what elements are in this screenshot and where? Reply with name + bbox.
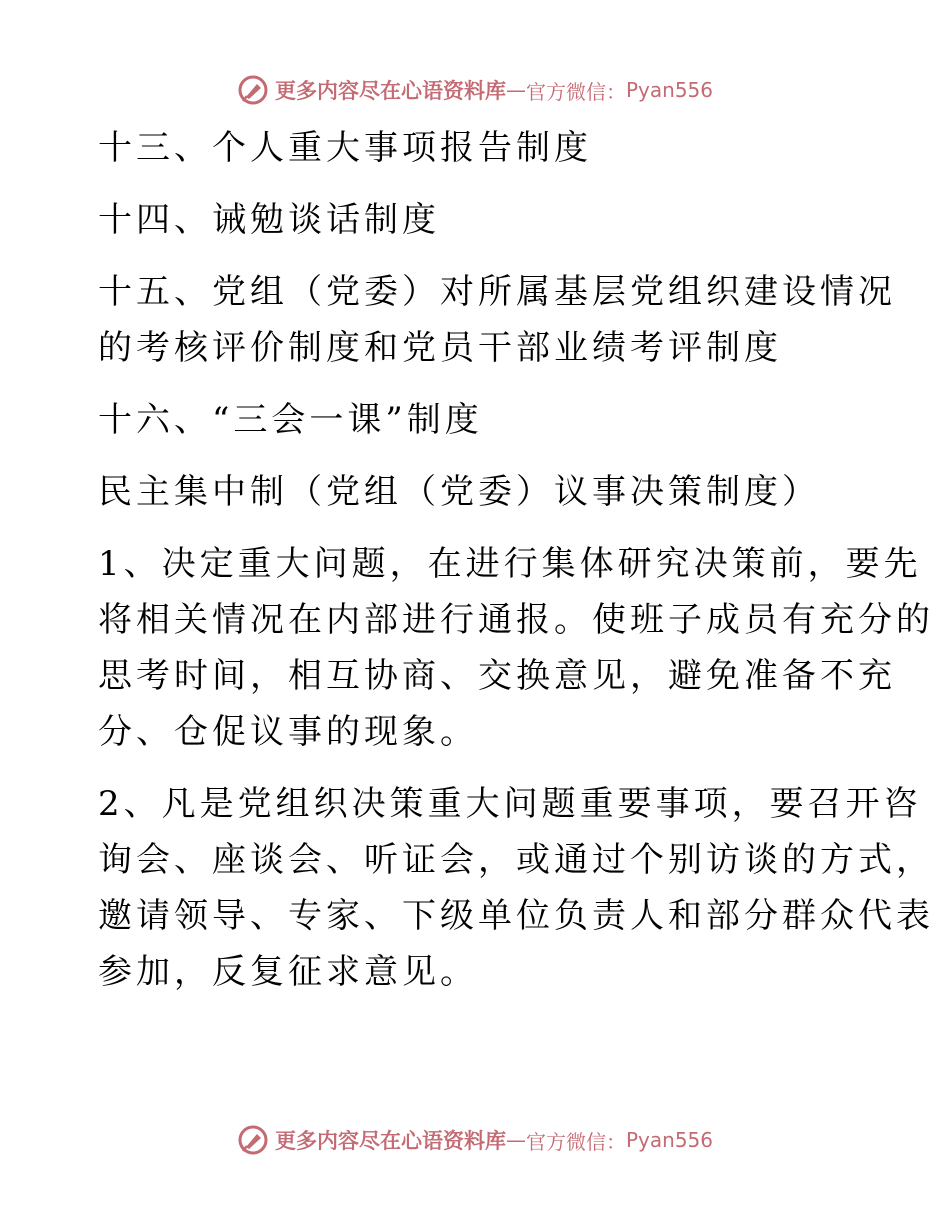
heading-item-14: 十四、诫勉谈话制度 [98, 200, 440, 240]
header-watermark-banner [0, 70, 950, 110]
watermark-wechat-id: Pyan556 [625, 1128, 713, 1152]
watermark-dash: — [505, 78, 526, 102]
footer-watermark-banner [0, 1120, 950, 1160]
pen-nib-logo-icon [237, 1124, 269, 1156]
heading-item-15-line-2: 的考核评价制度和党员干部业绩考评制度 [98, 328, 782, 368]
heading-item-16: 十六、“三会一课”制度 [98, 400, 483, 440]
watermark-text: 更多内容尽在心语资料库 [274, 1128, 506, 1153]
heading-item-13: 十三、个人重大事项报告制度 [98, 128, 592, 168]
paragraph-2-line-1: 2、凡是党组织决策重大问题重要事项，要召开咨 [98, 784, 922, 824]
paragraph-1-line-3: 思考时间，相互协商、交换意见，避免准备不充 [98, 656, 896, 696]
paragraph-1-line-1: 1、决定重大问题，在进行集体研究决策前，要先 [98, 544, 922, 584]
watermark-dash: — [505, 1128, 526, 1152]
watermark-text: 更多内容尽在心语资料库 [274, 78, 506, 103]
paragraph-2-line-4: 参加，反复征求意见。 [98, 952, 478, 992]
paragraph-1-line-4: 分、仓促议事的现象。 [98, 712, 478, 752]
paragraph-1-line-2: 将相关情况在内部进行通报。使班子成员有充分的 [98, 600, 934, 640]
heading-item-15-line-1: 十五、党组（党委）对所属基层党组织建设情况 [98, 272, 896, 312]
watermark-wechat-label: 官方微信： [525, 1129, 626, 1154]
watermark-wechat-label: 官方微信： [525, 79, 626, 104]
paragraph-2-line-2: 询会、座谈会、听证会，或通过个别访谈的方式， [98, 840, 934, 880]
watermark-wechat-id: Pyan556 [625, 78, 713, 102]
section-title: 民主集中制（党组（党委）议事决策制度） [98, 472, 820, 512]
document-body [98, 120, 934, 1000]
paragraph-2-line-3: 邀请领导、专家、下级单位负责人和部分群众代表 [98, 896, 934, 936]
pen-nib-logo-icon [237, 74, 269, 106]
